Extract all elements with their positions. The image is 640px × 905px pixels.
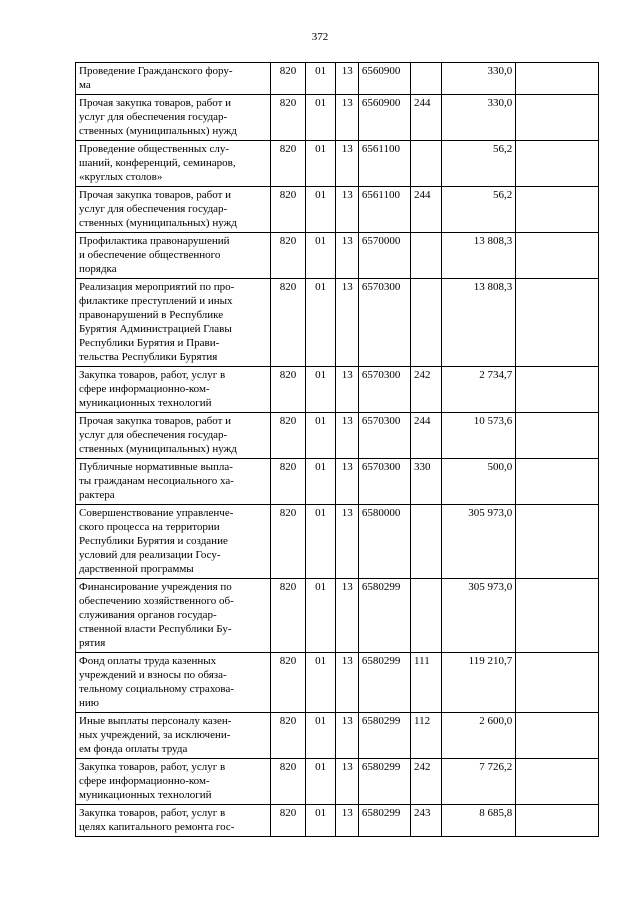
subsection-code-cell: 13 — [336, 713, 358, 759]
row-name-cell: Проведение общественных слу- шаний, конференций, семинаров, «круглых столов» — [76, 141, 271, 187]
target-article-cell: 6580000 — [358, 505, 410, 579]
section-code-cell: 01 — [305, 505, 336, 579]
amount-cell: 13 808,3 — [441, 233, 516, 279]
table-row — [76, 141, 599, 187]
target-article-cell: 6570300 — [358, 367, 410, 413]
amount-cell: 56,2 — [441, 187, 516, 233]
expense-type-cell: 243 — [411, 805, 442, 837]
ministry-code-cell: 820 — [271, 805, 306, 837]
page-number: 372 — [311, 31, 329, 43]
ministry-code-cell: 820 — [271, 413, 306, 459]
expense-type-cell: 112 — [411, 713, 442, 759]
expense-type-cell: 242 — [411, 759, 442, 805]
budget-table — [75, 62, 599, 837]
ministry-code-cell: 820 — [271, 759, 306, 805]
amount-cell: 10 573,6 — [441, 413, 516, 459]
section-code-cell: 01 — [305, 187, 336, 233]
row-name-cell: Профилактика правонарушений и обеспечение общественного порядка — [76, 233, 271, 279]
subsection-code-cell: 13 — [336, 759, 358, 805]
empty-cell — [516, 759, 599, 805]
table-row — [76, 95, 599, 141]
empty-cell — [516, 459, 599, 505]
expense-type-cell — [411, 63, 442, 95]
target-article-cell: 6580299 — [358, 759, 410, 805]
subsection-code-cell: 13 — [336, 413, 358, 459]
section-code-cell: 01 — [305, 95, 336, 141]
target-article-cell: 6560900 — [358, 63, 410, 95]
table-row — [76, 367, 599, 413]
table-row — [76, 505, 599, 579]
ministry-code-cell: 820 — [271, 279, 306, 367]
empty-cell — [516, 579, 599, 653]
amount-cell: 330,0 — [441, 63, 516, 95]
row-name-cell: Закупка товаров, работ, услуг в сфере информационно-ком- муникационных технологий — [76, 367, 271, 413]
target-article-cell: 6561100 — [358, 187, 410, 233]
row-name-cell: Публичные нормативные выпла- ты гражданам несоциального ха- рактера — [76, 459, 271, 505]
row-name-cell: Иные выплаты персоналу казен- ных учреждений, за исключени- ем фонда оплаты труда — [76, 713, 271, 759]
section-code-cell: 01 — [305, 459, 336, 505]
ministry-code-cell: 820 — [271, 95, 306, 141]
subsection-code-cell: 13 — [336, 653, 358, 713]
row-name-cell: Фонд оплаты труда казенных учреждений и взносы по обяза- тельному социальному страхова- нию — [76, 653, 271, 713]
empty-cell — [516, 413, 599, 459]
amount-cell: 13 808,3 — [441, 279, 516, 367]
ministry-code-cell: 820 — [271, 713, 306, 759]
table-row — [76, 805, 599, 837]
table-row — [76, 279, 599, 367]
expense-type-cell — [411, 233, 442, 279]
ministry-code-cell: 820 — [271, 187, 306, 233]
expense-type-cell — [411, 579, 442, 653]
section-code-cell: 01 — [305, 63, 336, 95]
empty-cell — [516, 233, 599, 279]
table-row — [76, 63, 599, 95]
section-code-cell: 01 — [305, 653, 336, 713]
expense-type-cell: 330 — [411, 459, 442, 505]
table-row — [76, 713, 599, 759]
target-article-cell: 6580299 — [358, 579, 410, 653]
row-name-cell: Совершенствование управленче- ского процесса на территории Республики Бурятия и создание условий для реализации Госу- дарственной программы — [76, 505, 271, 579]
amount-cell: 8 685,8 — [441, 805, 516, 837]
expense-type-cell: 242 — [411, 367, 442, 413]
expense-type-cell — [411, 279, 442, 367]
table-row — [76, 233, 599, 279]
amount-cell: 330,0 — [441, 95, 516, 141]
ministry-code-cell: 820 — [271, 141, 306, 187]
target-article-cell: 6561100 — [358, 141, 410, 187]
empty-cell — [516, 505, 599, 579]
row-name-cell: Финансирование учреждения по обеспечению хозяйственного об- служивания органов государ- ственной власти Республики Бу- рятия — [76, 579, 271, 653]
subsection-code-cell: 13 — [336, 805, 358, 837]
section-code-cell: 01 — [305, 367, 336, 413]
empty-cell — [516, 95, 599, 141]
expense-type-cell — [411, 141, 442, 187]
row-name-cell: Реализация мероприятий по про- филактике преступлений и иных правонарушений в Республике Бурятия Администрацией Главы Республики Бурятия и Прави- тельства Республики Бурятия — [76, 279, 271, 367]
section-code-cell: 01 — [305, 713, 336, 759]
empty-cell — [516, 279, 599, 367]
target-article-cell: 6580299 — [358, 653, 410, 713]
section-code-cell: 01 — [305, 759, 336, 805]
section-code-cell: 01 — [305, 279, 336, 367]
amount-cell: 500,0 — [441, 459, 516, 505]
row-name-cell: Прочая закупка товаров, работ и услуг для обеспечения государ- ственных (муниципальных) нужд — [76, 187, 271, 233]
empty-cell — [516, 141, 599, 187]
target-article-cell: 6580299 — [358, 805, 410, 837]
row-name-cell: Проведение Гражданского фору- ма — [76, 63, 271, 95]
target-article-cell: 6570300 — [358, 279, 410, 367]
target-article-cell: 6570300 — [358, 459, 410, 505]
row-name-cell: Прочая закупка товаров, работ и услуг для обеспечения государ- ственных (муниципальных) нужд — [76, 95, 271, 141]
empty-cell — [516, 805, 599, 837]
section-code-cell: 01 — [305, 579, 336, 653]
expense-type-cell: 244 — [411, 95, 442, 141]
target-article-cell: 6570300 — [358, 413, 410, 459]
subsection-code-cell: 13 — [336, 63, 358, 95]
ministry-code-cell: 820 — [271, 459, 306, 505]
budget-table-body — [76, 63, 599, 837]
table-row — [76, 759, 599, 805]
row-name-cell: Прочая закупка товаров, работ и услуг для обеспечения государ- ственных (муниципальных) нужд — [76, 413, 271, 459]
ministry-code-cell: 820 — [271, 233, 306, 279]
section-code-cell: 01 — [305, 805, 336, 837]
table-row — [76, 653, 599, 713]
amount-cell: 56,2 — [441, 141, 516, 187]
amount-cell: 119 210,7 — [441, 653, 516, 713]
row-name-cell: Закупка товаров, работ, услуг в сфере информационно-ком- муникационных технологий — [76, 759, 271, 805]
expense-type-cell: 111 — [411, 653, 442, 713]
target-article-cell: 6580299 — [358, 713, 410, 759]
expense-type-cell — [411, 505, 442, 579]
subsection-code-cell: 13 — [336, 505, 358, 579]
amount-cell: 2 600,0 — [441, 713, 516, 759]
subsection-code-cell: 13 — [336, 459, 358, 505]
subsection-code-cell: 13 — [336, 95, 358, 141]
empty-cell — [516, 187, 599, 233]
target-article-cell: 6570000 — [358, 233, 410, 279]
empty-cell — [516, 653, 599, 713]
expense-type-cell: 244 — [411, 413, 442, 459]
subsection-code-cell: 13 — [336, 233, 358, 279]
ministry-code-cell: 820 — [271, 63, 306, 95]
ministry-code-cell: 820 — [271, 505, 306, 579]
empty-cell — [516, 63, 599, 95]
table-row — [76, 413, 599, 459]
section-code-cell: 01 — [305, 141, 336, 187]
subsection-code-cell: 13 — [336, 187, 358, 233]
subsection-code-cell: 13 — [336, 279, 358, 367]
empty-cell — [516, 367, 599, 413]
section-code-cell: 01 — [305, 413, 336, 459]
row-name-cell: Закупка товаров, работ, услуг в целях капитального ремонта гос- — [76, 805, 271, 837]
section-code-cell: 01 — [305, 233, 336, 279]
amount-cell: 305 973,0 — [441, 579, 516, 653]
table-row — [76, 579, 599, 653]
amount-cell: 7 726,2 — [441, 759, 516, 805]
empty-cell — [516, 713, 599, 759]
subsection-code-cell: 13 — [336, 141, 358, 187]
amount-cell: 2 734,7 — [441, 367, 516, 413]
ministry-code-cell: 820 — [271, 367, 306, 413]
table-row — [76, 187, 599, 233]
table-row — [76, 459, 599, 505]
ministry-code-cell: 820 — [271, 579, 306, 653]
target-article-cell: 6560900 — [358, 95, 410, 141]
subsection-code-cell: 13 — [336, 367, 358, 413]
amount-cell: 305 973,0 — [441, 505, 516, 579]
expense-type-cell: 244 — [411, 187, 442, 233]
subsection-code-cell: 13 — [336, 579, 358, 653]
ministry-code-cell: 820 — [271, 653, 306, 713]
